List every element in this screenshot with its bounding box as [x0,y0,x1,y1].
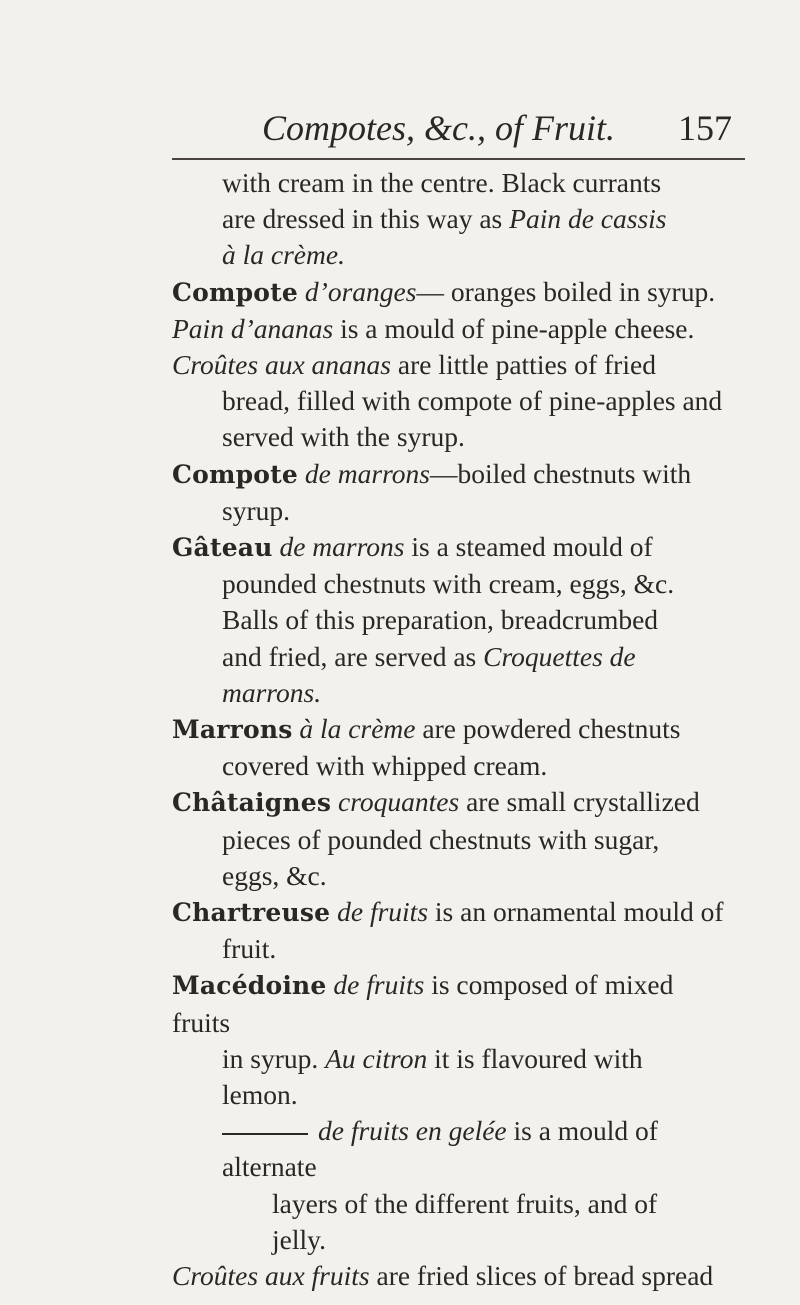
body-text [172,165,732,1294]
entry-macedoine: Macédoine de fruits is composed of mixed fruits [172,969,674,1038]
entry-heading: Gâteau [172,533,273,563]
entry-marrons-creme: Marrons à la crème are powdered chestnuts [172,713,681,745]
entry-heading: Châtaignes [172,788,332,818]
text-line: layers of the different fruits, and of [272,1187,658,1219]
running-title: Compotes, &c., of Fruit. [262,108,615,148]
entry-croutes-ananas: Croûtes aux ananas are little patties of fried [172,349,656,381]
running-header [262,108,732,149]
text-line: pounded chestnuts with cream, eggs, &c. [222,568,675,600]
header-rule [172,158,745,160]
entry-heading: Macédoine [172,971,327,1001]
text-line: jelly. [272,1223,326,1255]
page-number: 157 [678,108,732,148]
entry-heading: Chartreuse [172,898,331,928]
text-line: bread, filled with compote of pine-apples and [222,385,723,417]
ditto-dash [222,1133,308,1135]
entry-heading: Marrons [172,715,293,745]
entry-heading: Compote [172,459,299,489]
text-line: fruit. [222,933,277,965]
entry-croutes-fruits: Croûtes aux fruits are fried slices of bread spread [172,1260,714,1292]
text-line: are dressed in this way as Pain de cassis [222,203,667,235]
entry-chartreuse: Chartreuse de fruits is an ornamental mould of [172,896,724,928]
text-line: lemon. [222,1079,298,1111]
entry-gateau-marrons: Gâteau de marrons is a steamed mould of [172,531,653,563]
text-line: and fried, are served as Croquettes de [222,640,636,672]
text-line: syrup. [222,494,290,526]
entry-macedoine-gelee: de fruits en gelée is a mould of alternate [222,1115,658,1183]
entry-chataignes: Châtaignes croquantes are small crystallized [172,786,700,818]
text-line: à la crème. [222,239,345,271]
entry-pain-ananas: Pain d’ananas is a mould of pine-apple cheese. [172,312,695,344]
text-line: pieces of pounded chestnuts with sugar, [222,823,660,855]
text-line: in syrup. Au citron it is flavoured with [222,1042,643,1074]
text-line: eggs, &c. [222,859,327,891]
text-line: marrons. [222,676,322,708]
text-line: Balls of this preparation, breadcrumbed [222,604,659,636]
entry-compote-marrons: Compote de marrons—boiled chestnuts with [172,457,692,489]
entry-compote-oranges: Compote d’oranges— oranges boiled in syrup. [172,275,716,307]
text-line: served with the syrup. [222,421,465,453]
entry-heading: Compote [172,277,299,307]
text-line: covered with whipped cream. [222,750,548,782]
text-line: with cream in the centre. Black currants [222,167,662,198]
